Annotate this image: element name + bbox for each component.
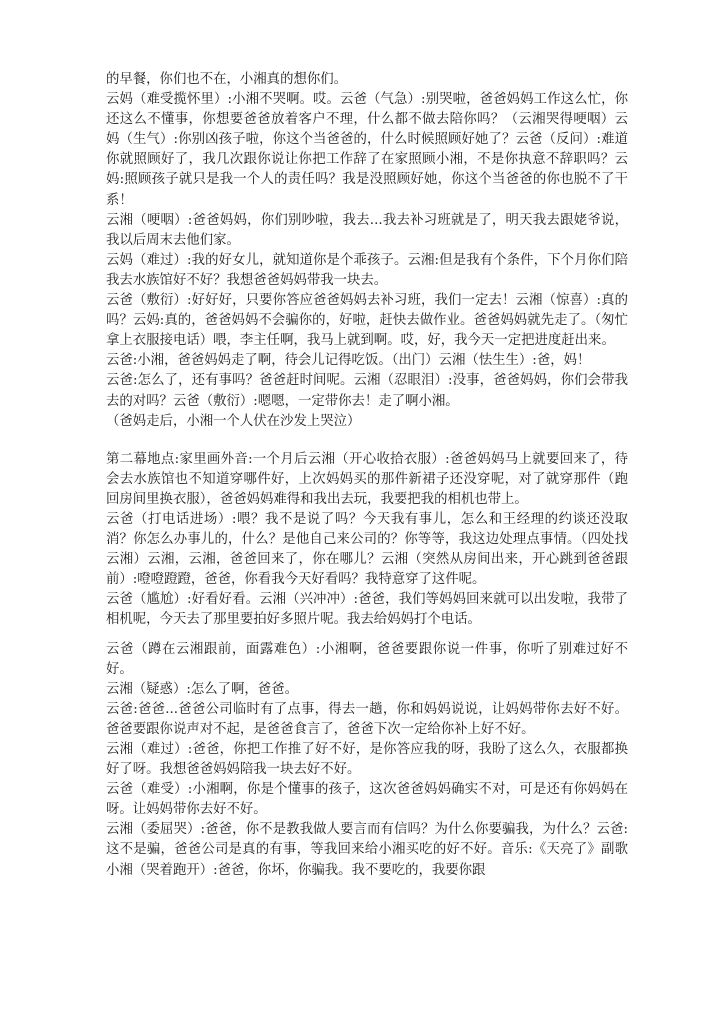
paragraph: 云爸（打电话进场）:喂？我不是说了吗？今天我有事儿，怎么和王经理的约谈还没取消？你怎么办事儿的，什么？是他自己来公司的？你等等，我这边处理点事情。（四处找云湘）云湘，云湘，爸爸回来了，你在哪儿？云湘（突然从房间出来，开心跳到爸爸跟前）:噔噔蹬蹬，爸爸，你看我今天好看吗？我特意穿了这件呢。 — [106, 511, 628, 588]
stage-direction: （爸妈走后，小湘一个人伏在沙发上哭泣） — [106, 413, 361, 429]
document-page — [106, 70, 628, 881]
paragraph: 云妈（难受揽怀里）:小湘不哭啊。哎。云爸（气急）:别哭啦，爸爸妈妈工作这么忙，你还这么不懂事，你想要爸爸放着客户不理，什么都不做去陪你吗？（云湘哭得哽咽）云妈（生气）:你别凶孩子啦，你这个当爸爸的，什么时候照顾好她了？云爸（反问）:难道你就照顾好了，我几次跟你说让你把工作辞了在家照顾小湘，不是你执意不辞职吗？云妈:照顾孩子就只是我一个人的责任吗？我是没照顾好她，你这个当爸爸的你也脱不了干系！ — [106, 92, 628, 208]
paragraph: 云爸（尴尬）:好看好看。云湘（兴冲冲）:爸爸，我们等妈妈回来就可以出发啦，我带了相机呢，今天去了那里要拍好多照片呢。我去给妈妈打个电话。 — [106, 592, 628, 628]
paragraph: 云湘（哽咽）:爸爸妈妈，你们别吵啦，我去...我去补习班就是了，明天我去跟姥爷说，我以后周末去他们家。 — [106, 212, 628, 248]
section-gap — [106, 631, 628, 640]
paragraph: 云妈（难过）:我的好女儿，就知道你是个乖孩子。云湘:但是我有个条件，下个月你们陪我去水族馆好不好？我想爸爸妈妈带我一块去。 — [106, 252, 628, 288]
paragraph: 云湘（疑惑）:怎么了啊，爸爸。 — [106, 681, 298, 697]
paragraph: 第二幕地点:家里画外音:一个月后云湘（开心收拾衣服）:爸爸妈妈马上就要回来了，待会去水族馆也不知道穿哪件好，上次妈妈买的那件新裙子还没穿呢，对了就穿那件（跑回房间里换衣服），爸爸妈妈难得和我出去玩，我要把我的相机也带上。 — [106, 451, 628, 507]
paragraph: 云爸:怎么了，还有事吗？爸爸赶时间呢。云湘（忍眼泪）:没事，爸爸妈妈，你们会带我去的对吗？云爸（敷衍）:嗯嗯，一定带你去！走了啊小湘。 — [106, 373, 628, 409]
paragraph: 云湘（委屈哭）:爸爸，你不是教我做人要言而有信吗？为什么你要骗我，为什么？云爸:这不是骗，爸爸公司是真的有事，等我回来给小湘买吃的好不好。音乐:《天亮了》副歌小湘（哭着跑开）:爸爸，你坏，你骗我。我不要吃的，我要你跟 — [106, 822, 628, 878]
paragraph: 云湘（难过）:爸爸，你把工作推了好不好，是你答应我的呀，我盼了这么久，衣服都换好了呀。我想爸爸妈妈陪我一块去好不好。 — [106, 742, 628, 778]
paragraph: 云爸:小湘，爸爸妈妈走了啊，待会儿记得吃饭。（出门）云湘（怯生生）:爸，妈！ — [106, 353, 591, 369]
paragraph: 云爸:爸爸...爸爸公司临时有了点事，得去一趟，你和妈妈说说，让妈妈带你去好不好。爸爸要跟你说声对不起，是爸爸食言了，爸爸下次一定给你补上好不好。 — [106, 701, 628, 737]
paragraph: 云爸（蹲在云湘跟前，面露难色）:小湘啊，爸爸要跟你说一件事，你听了别难过好不好。 — [106, 641, 628, 677]
section-gap — [106, 432, 628, 450]
paragraph: 的早餐，你们也不在，小湘真的想你们。 — [106, 72, 348, 87]
paragraph: 云爸（敷衍）:好好好，只要你答应爸爸妈妈去补习班，我们一定去！云湘（惊喜）:真的吗？云妈:真的，爸爸妈妈不会骗你的，好啦，赶快去做作业。爸爸妈妈就先走了。（匆忙拿上衣服接电话）喂，李主任啊，我马上就到啊。哎，好，我今天一定把进度赶出来。 — [106, 293, 628, 349]
paragraph: 云爸（难受）:小湘啊，你是个懂事的孩子，这次爸爸妈妈确实不对，可是还有你妈妈在呀。让妈妈带你去好不好。 — [106, 782, 628, 818]
